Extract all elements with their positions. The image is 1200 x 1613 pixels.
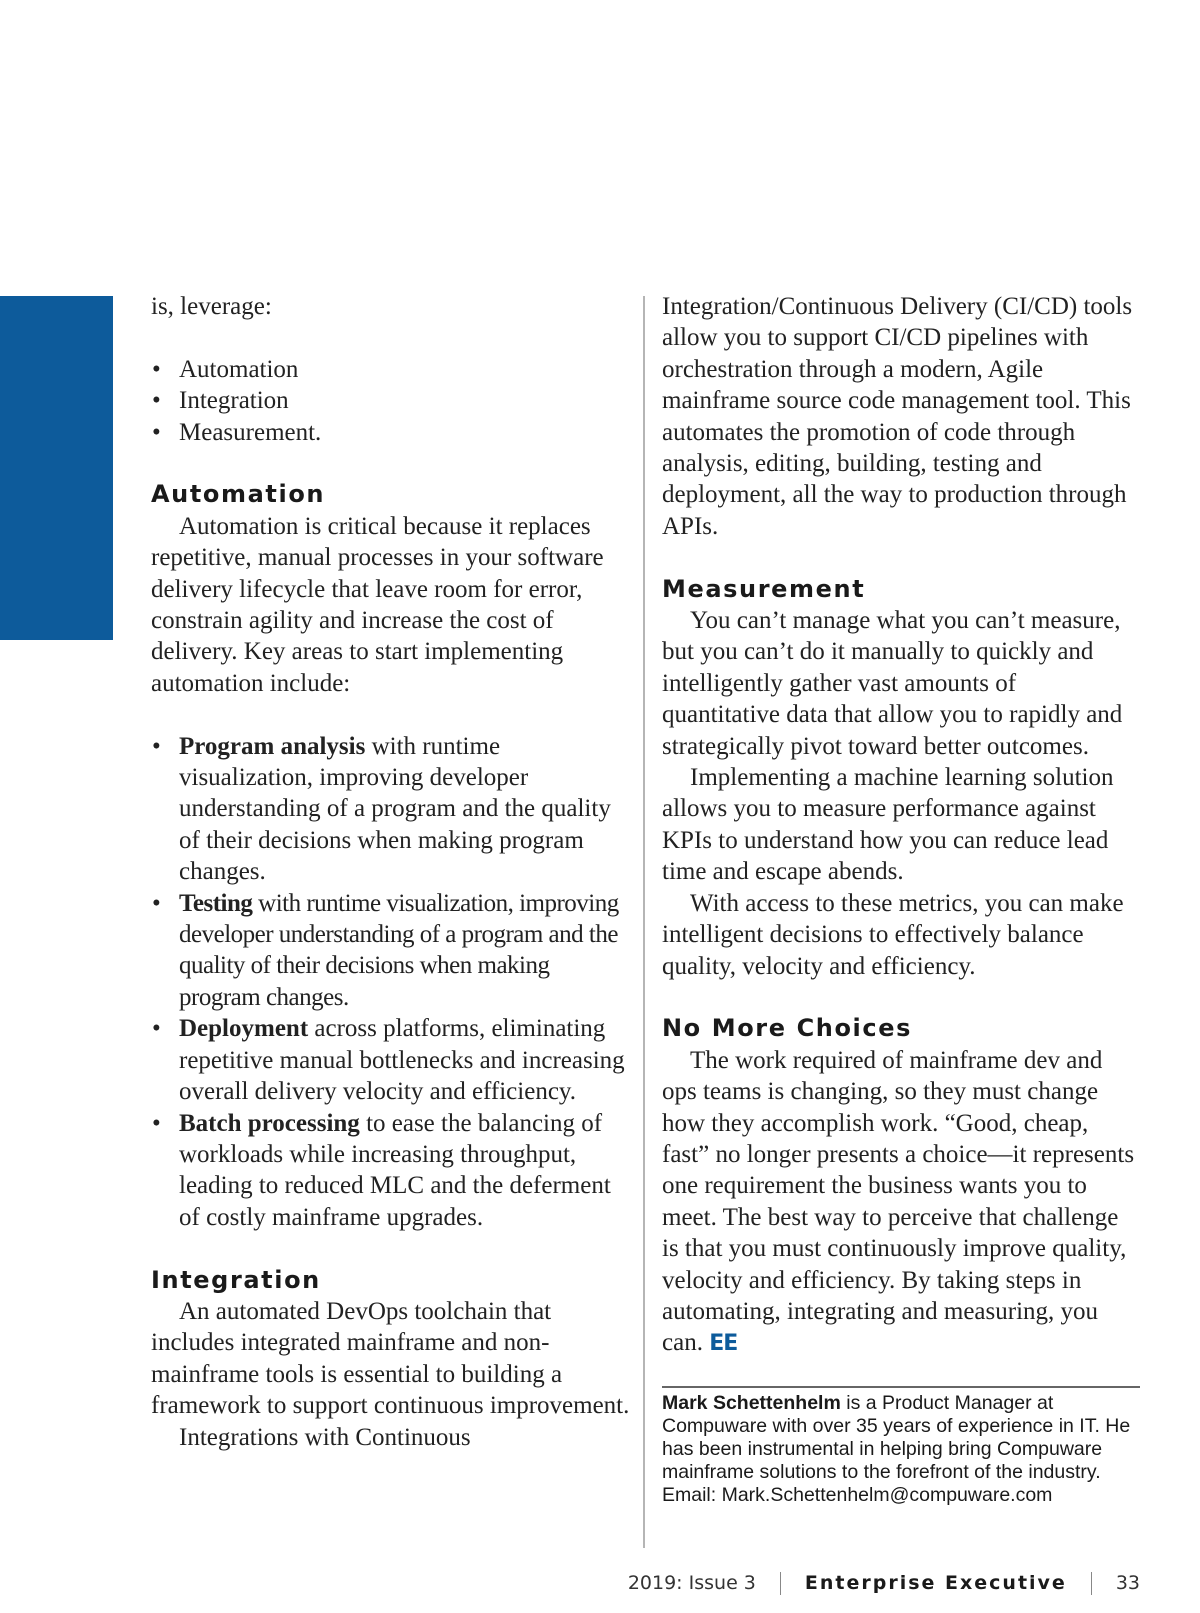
integration-continued-paragraph: Integration/Continuous Delivery (CI/CD) tools allow you to support CI/CD pipelines with orchestration through a modern, Agile mainframe source code management tool. This automates the promotion of code through analysis, editing, building, testing and deployment, all the way to production through APIs.	[662, 293, 1133, 540]
blue-accent-bar	[0, 296, 113, 640]
list-item-term: Program analysis	[179, 732, 366, 760]
list-item-text: with runtime visualization, improving developer understanding of a program and the quality of their decisions when making program changes.	[179, 889, 619, 1011]
section-heading-no-more-choices: No More Choices	[662, 1014, 912, 1043]
paragraph-text: The work required of mainframe dev and ops teams is changing, so they must change how they accomplish work. “Good, cheap, fast” no longer presents a choice—it represents one requirement the business wants you to meet. The best way to perceive that challenge is that you must continuously improve quality, velocity and efficiency. By taking steps in automating, integrating and measuring, you can.	[662, 1046, 1135, 1357]
list-item	[151, 1108, 631, 1234]
list-item-text: across platforms, eliminating repetitive manual bottlenecks and increasing overall delivery velocity and efficiency.	[179, 1015, 625, 1106]
list-item-text: with runtime visualization, improving developer understanding of a program and the quality of their decisions when making program changes.	[179, 732, 611, 886]
footer-issue: 2019: Issue 3	[627, 1572, 756, 1594]
author-bio	[662, 1392, 1140, 1507]
list-item: • Measurement.	[151, 417, 631, 448]
measurement-paragraph-1: You can’t manage what you can’t measure, but you can’t do it manually to quickly and intelligently gather vast amounts of quantitative data that allow you to rapidly and strategically pivot toward better outcomes.	[662, 607, 1123, 760]
no-more-choices-paragraph	[662, 1045, 1140, 1360]
list-item-term: Testing	[179, 889, 253, 917]
measurement-paragraph-2: Implementing a machine learning solution allows you to measure performance against KPIs to understand how you can reduce lead time and escape abends.	[662, 764, 1114, 886]
integration-paragraph: An automated DevOps toolchain that includes integrated mainframe and non-mainframe tools is essential to building a framework to support continuous improvement.	[151, 1297, 630, 1420]
list-item: • Automation	[151, 354, 631, 385]
right-column	[662, 291, 1140, 1507]
list-item: • Integration	[151, 385, 631, 416]
footer-separator	[1091, 1572, 1092, 1595]
list-item-text: to ease the balancing of workloads while increasing throughput, leading to reduced MLC and the deferment of costly mainframe upgrades.	[179, 1109, 611, 1231]
intro-list	[151, 354, 631, 448]
list-item	[151, 731, 631, 888]
integration-paragraph-continued: Integrations with Continuous	[179, 1423, 471, 1451]
list-item-term: Batch processing	[179, 1109, 360, 1137]
automation-paragraph: Automation is critical because it replaces repetitive, manual processes in your software delivery lifecycle that leave room for error, constrain agility and increase the cost of delivery. Key areas to start implementing automation include:	[151, 512, 604, 697]
footer-publication: Enterprise Executive	[804, 1572, 1067, 1594]
footer-separator	[780, 1572, 781, 1595]
left-column	[151, 291, 631, 1453]
list-item	[151, 888, 631, 1014]
measurement-paragraph-3: With access to these metrics, you can make intelligent decisions to effectively balance quality, velocity and efficiency.	[662, 889, 1124, 980]
intro-text: is, leverage:	[151, 293, 272, 320]
section-heading-measurement: Measurement	[662, 574, 866, 603]
automation-list	[151, 731, 631, 1234]
author-name: Mark Schettenhelm	[662, 1391, 841, 1414]
section-heading-integration: Integration	[151, 1265, 321, 1294]
bio-divider	[662, 1386, 1140, 1388]
list-item-term: Deployment	[179, 1015, 309, 1043]
column-divider	[643, 296, 645, 1548]
section-heading-automation: Automation	[151, 480, 326, 509]
page-number: 33	[1115, 1572, 1140, 1594]
author-bio-text: is a Product Manager at Compuware with over 35 years of experience in IT. He has been instrumental in helping bring Compuware mainframe solutions to the forefront of the industry. Email: Mark.Schettenhelm@compuware.com	[662, 1391, 1131, 1506]
list-item	[151, 1013, 631, 1107]
ee-end-mark: EE	[709, 1331, 738, 1357]
page-footer	[0, 1572, 1140, 1595]
